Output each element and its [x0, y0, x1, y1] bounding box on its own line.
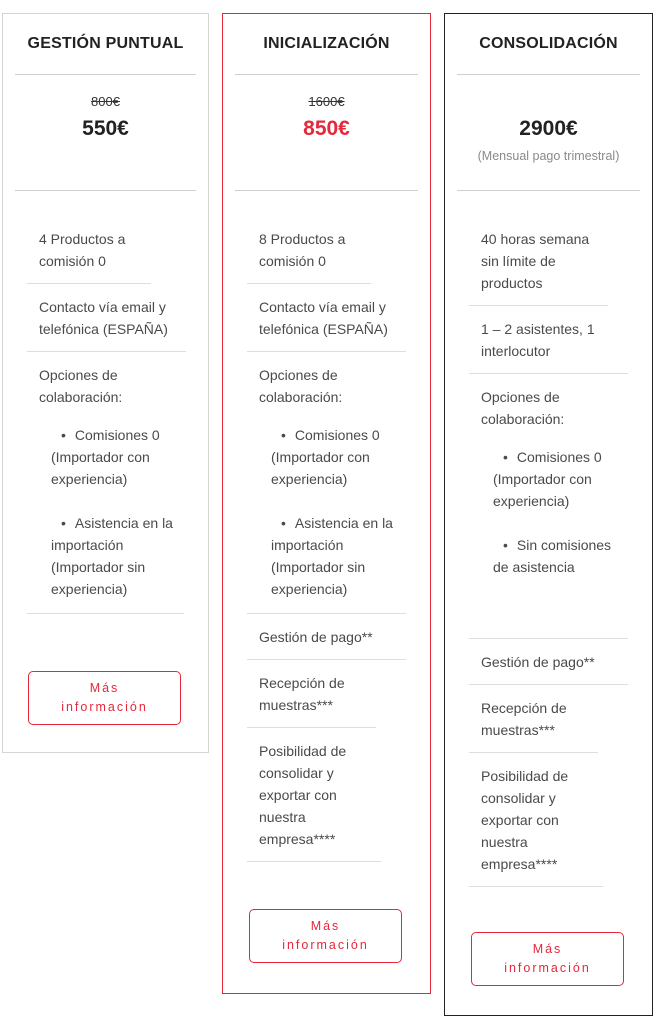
bullet-item: • Comisiones 0 (Importador con experiencia) — [259, 424, 391, 490]
cta-label-line1: Más — [89, 681, 120, 695]
bullet-item: • Comisiones 0 (Importador con experiencia) — [481, 446, 613, 512]
feature-item: Contacto vía email y telefónica (ESPAÑA) — [247, 284, 406, 352]
pricing-card-consolidacion — [444, 13, 653, 1016]
plan-price: 2900€ — [519, 117, 578, 140]
feature-list — [247, 214, 406, 862]
bullet-item: • Asistencia en la importación (Importador sin experiencia) — [259, 512, 406, 600]
feature-label: Opciones de colaboración: — [259, 367, 343, 405]
feature-item: Posibilidad de consolidar y exportar con nuestra empresa**** — [247, 728, 381, 862]
price-note: (Mensual pago trimestral) — [477, 149, 620, 163]
plan-title: GESTIÓN PUNTUAL — [15, 14, 196, 75]
feature-list — [27, 214, 184, 614]
pricing-card-gestion-puntual — [2, 13, 209, 753]
divider — [235, 190, 418, 191]
bullet-item: • Sin comisiones de asistencia — [481, 534, 613, 578]
cta-label-line1: Más — [532, 942, 563, 956]
cta-label-line2: información — [61, 700, 148, 714]
divider — [457, 190, 640, 191]
plan-title: CONSOLIDACIÓN — [457, 14, 640, 75]
pricing-card-inicializacion — [222, 13, 431, 994]
feature-item: Recepción de muestras*** — [247, 660, 376, 728]
plan-title: INICIALIZACIÓN — [235, 14, 418, 75]
feature-item: Posibilidad de consolidar y exportar con nuestra empresa**** — [469, 753, 603, 887]
feature-item: Contacto vía email y telefónica (ESPAÑA) — [27, 284, 186, 352]
bullet-list — [39, 424, 172, 600]
feature-list — [469, 214, 628, 887]
bullet-list — [259, 424, 394, 600]
cta-label-line2: información — [282, 938, 369, 952]
feature-item: Recepción de muestras*** — [469, 685, 598, 753]
plan-price: 550€ — [82, 117, 129, 140]
bullet-item: • Asistencia en la importación (Importador sin experiencia) — [39, 512, 186, 600]
feature-item: 8 Productos a comisión 0 — [247, 214, 371, 284]
cta-label-line2: información — [504, 961, 591, 975]
feature-item — [469, 374, 628, 639]
feature-item: Gestión de pago** — [247, 614, 406, 660]
bullet-item: • Comisiones 0 (Importador con experiencia) — [39, 424, 171, 490]
feature-item: 4 Productos a comisión 0 — [27, 214, 151, 284]
bullet-list — [481, 446, 616, 578]
feature-label: Opciones de colaboración: — [39, 367, 123, 405]
feature-item — [27, 352, 184, 614]
plan-price: 850€ — [303, 117, 350, 140]
old-price: 1600€ — [308, 94, 345, 109]
feature-label: Opciones de colaboración: — [481, 389, 565, 427]
mas-informacion-button[interactable] — [471, 932, 624, 986]
old-price: 800€ — [91, 94, 120, 109]
feature-item — [247, 352, 406, 614]
feature-item: Gestión de pago** — [469, 639, 628, 685]
mas-informacion-button[interactable] — [28, 671, 181, 725]
divider — [15, 190, 196, 191]
feature-item: 1 – 2 asistentes, 1 interlocutor — [469, 306, 628, 374]
cta-label-line1: Más — [310, 919, 341, 933]
mas-informacion-button[interactable] — [249, 909, 402, 963]
feature-item: 40 horas semana sin límite de productos — [469, 214, 608, 306]
